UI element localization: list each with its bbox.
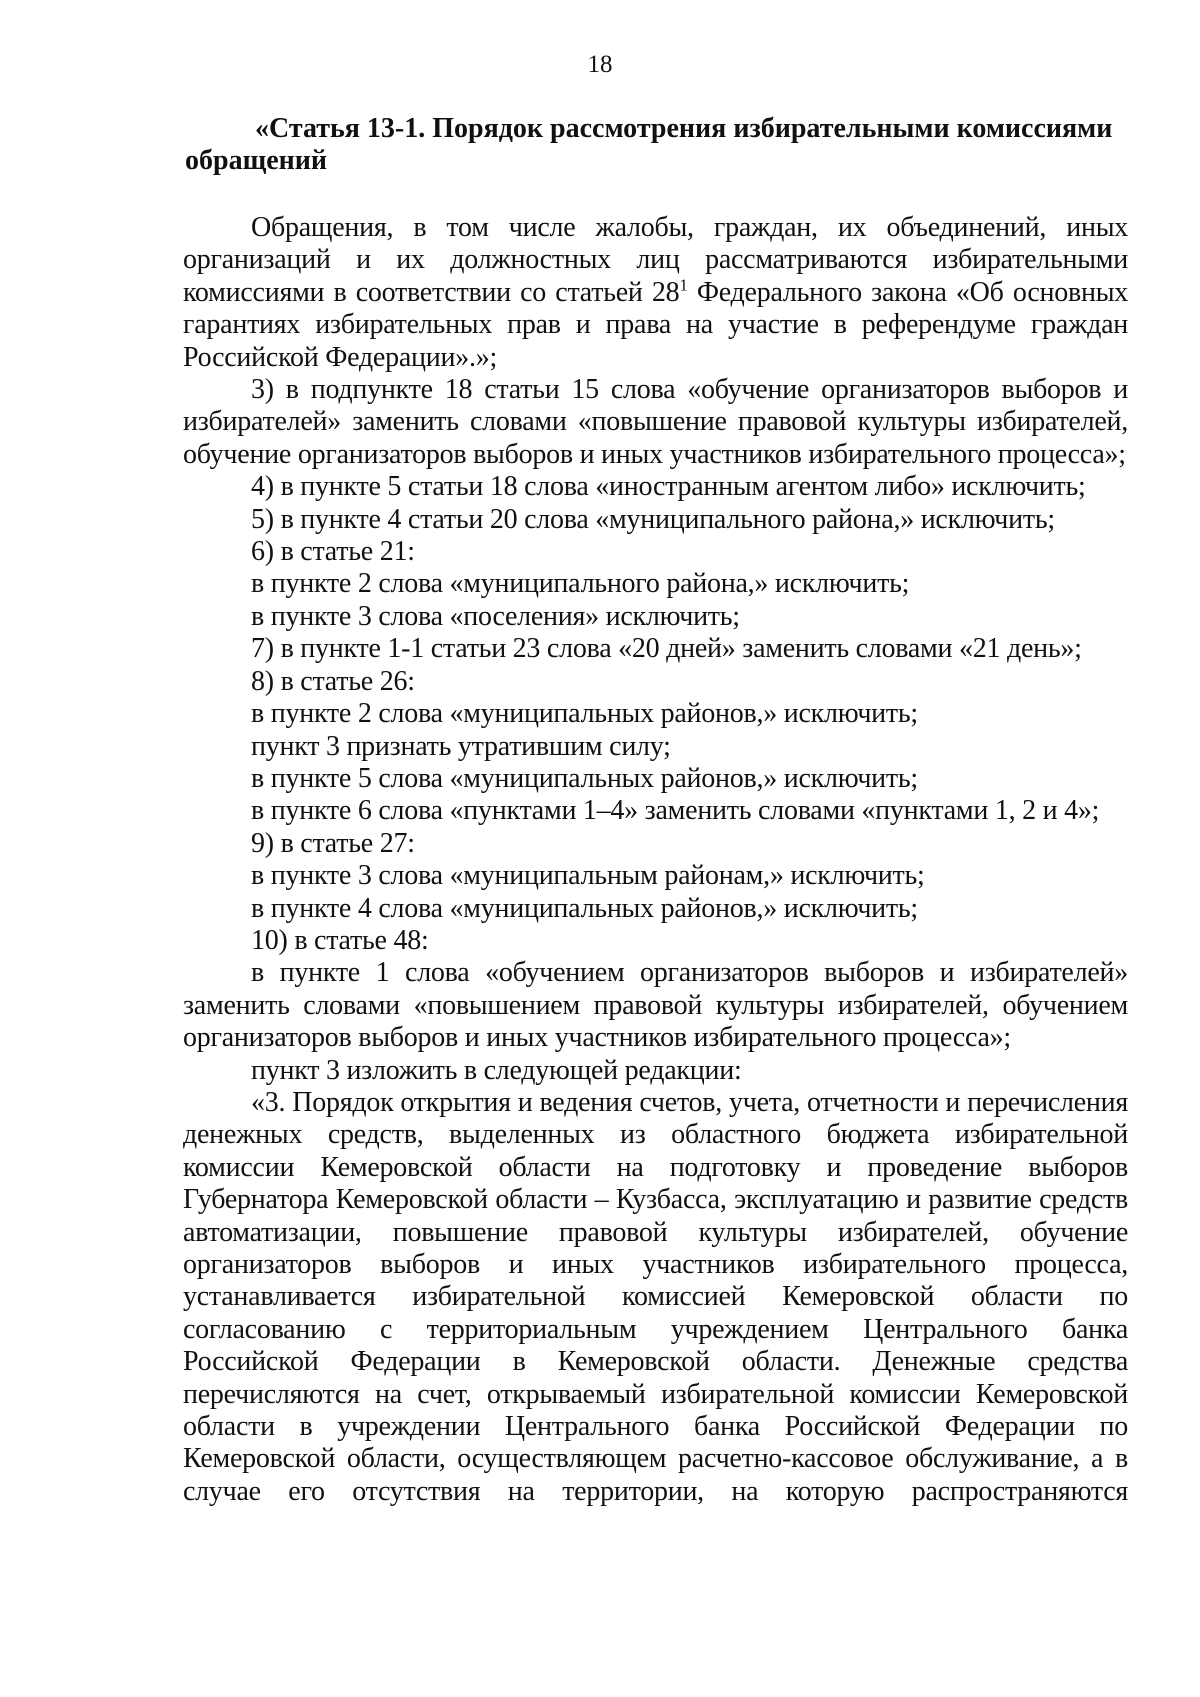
body-paragraph: 7) в пункте 1-1 статьи 23 слова «20 дней» заменить словами «21 день»;	[251, 633, 1082, 665]
body-paragraph: 6) в статье 21:	[251, 536, 415, 568]
body-paragraph: 4) в пункте 5 статьи 18 слова «иностранным агентом либо» исключить;	[251, 471, 1086, 503]
body-paragraph: в пункте 3 слова «поселения» исключить;	[251, 600, 740, 632]
document-body	[183, 212, 1128, 1508]
body-paragraph: 8) в статье 26:	[251, 665, 415, 697]
article-heading: «Статья 13-1. Порядок рассмотрения избирательными комиссиями обращений	[185, 113, 1113, 176]
body-paragraph: в пункте 5 слова «муниципальных районов,» исключить;	[251, 762, 918, 794]
page-number: 18	[587, 51, 613, 78]
body-paragraph: 10) в статье 48:	[251, 924, 429, 956]
body-paragraph: в пункте 4 слова «муниципальных районов,» исключить;	[251, 892, 918, 924]
body-paragraph: пункт 3 изложить в следующей редакции:	[251, 1054, 742, 1086]
body-paragraph: 9) в статье 27:	[251, 827, 415, 859]
body-paragraph: в пункте 6 слова «пунктами 1–4» заменить словами «пунктами 1, 2 и 4»;	[251, 795, 1100, 827]
paragraph-list	[183, 374, 1128, 1508]
intro-text-before: Обращения, в том числе жалобы, граждан, их объединений, иных организаций и их должностных лиц рассматриваются избирательными комиссиями в соответствии со статьей 28	[183, 212, 1128, 308]
body-paragraph: в пункте 1 слова «обучением организаторов выборов и избирателей» заменить словами «повышением правовой культуры избирателей, обучением организаторов выборов и иных участников избирательного процесса»;	[183, 957, 1128, 1054]
body-paragraph: в пункте 2 слова «муниципального района,» исключить;	[251, 568, 910, 600]
body-paragraph: 3) в подпункте 18 статьи 15 слова «обучение организаторов выборов и избирателей» заменить словами «повышение правовой культуры избирателей, обучение организаторов выборов и иных участников избирательного процесса»;	[183, 374, 1128, 470]
intro-superscript: 1	[679, 275, 688, 295]
intro-paragraph	[183, 212, 1128, 374]
intro-text-after: Федерального закона «Об основных гарантиях избирательных прав и права на участие в референдуме граждан Российской Федерации».»;	[183, 276, 1129, 373]
body-paragraph: в пункте 3 слова «муниципальным районам,» исключить;	[251, 860, 925, 892]
body-paragraph: в пункте 2 слова «муниципальных районов,» исключить;	[251, 698, 918, 730]
body-paragraph: пункт 3 признать утратившим силу;	[251, 730, 671, 762]
body-paragraph: «3. Порядок открытия и ведения счетов, учета, отчетности и перечисления денежных средств, выделенных из областного бюджета избирательной комиссии Кемеровской области на подготовку и проведение выборов Губернатора Кемеровской области – Кузбасса, эксплуатацию и развитие средств автоматизации, повышение правовой культуры избирателей, обучение организаторов выборов и иных участников избирательного процесса, устанавливается избирательной комиссией Кемеровской области по согласованию с территориальным учреждением Центрального банка Российской Федерации в Кемеровской области. Денежные средства перечисляются на счет, открываемый избирательной комиссии Кемеровской области в учреждении Центрального банка Российской Федерации по Кемеровской области, осуществляющем расчетно-кассовое обслуживание, а в случае его отсутствия на территории, на которую распространяются	[183, 1086, 1128, 1507]
body-paragraph: 5) в пункте 4 статьи 20 слова «муниципального района,» исключить;	[251, 503, 1055, 535]
